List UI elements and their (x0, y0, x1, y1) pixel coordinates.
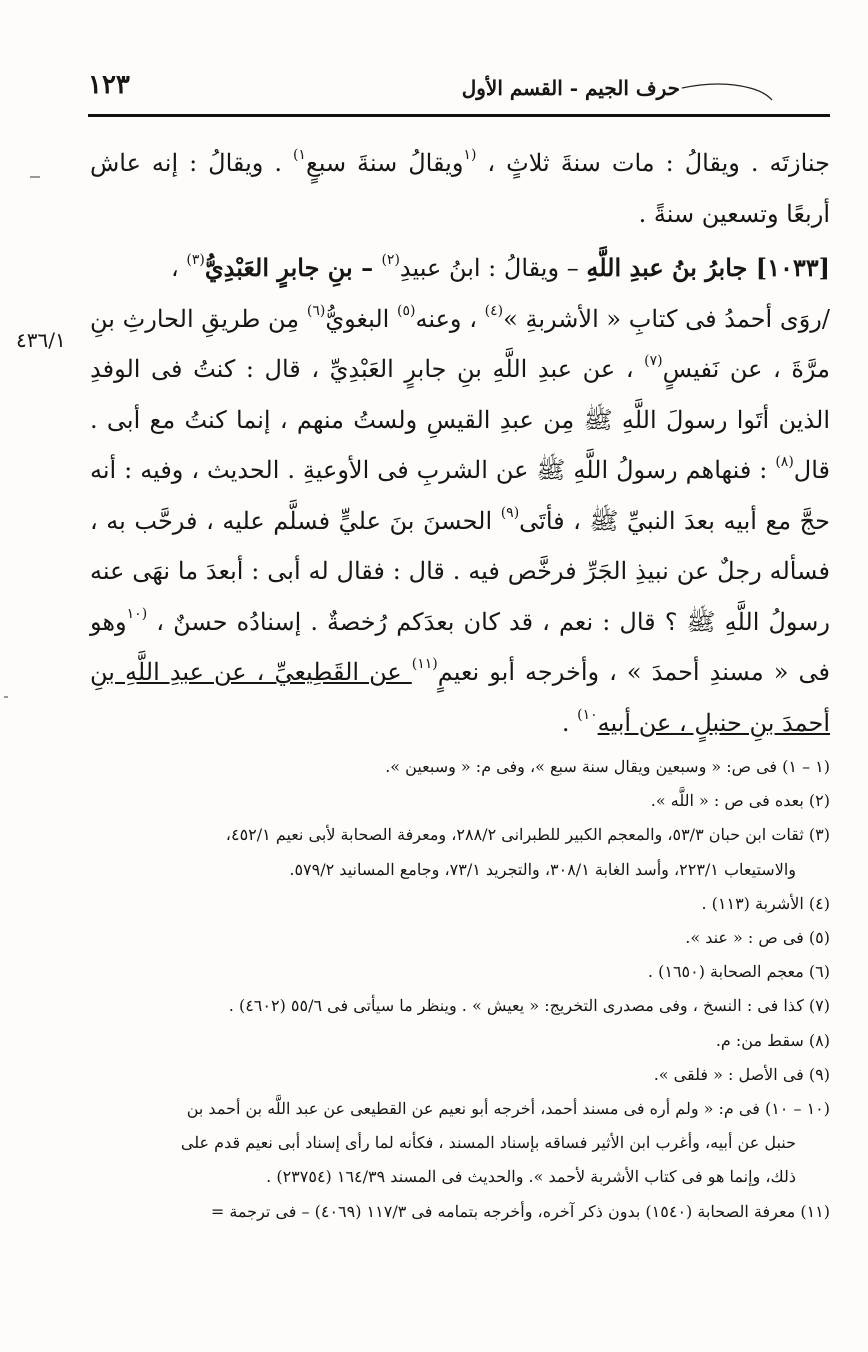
footnote: (٦) معجم الصحابة (١٦٥٠) . (647, 962, 830, 982)
footnote-marker: (٨) (775, 454, 794, 470)
footnote-marker: (٩) (500, 504, 520, 521)
scan-mark (4, 696, 8, 698)
footnote-marker: (٧) (644, 353, 663, 369)
footnotes (96, 750, 830, 1229)
footnote: (٢) بعده فى ص : « اللَّه ». (650, 791, 830, 811)
footnote-marker: ١٠) (577, 706, 598, 723)
entry-body: /روَى أحمدُ فى كتابِ « الأشربةِ »$^{(٤)}$ ، وعنه$^{(٥)}$ البغويُّ$^{(٦)}$ مِن طريقِ الحارثِ بنِ مرَّةَ ، عن نَفيسٍ$^{(٧)}$ ، عن عبدِ اللَّهِ بنِ جابرٍ العَبْدِيِّ ، قال : كنتُ فى الوفدِ الذين أتَوا رسولَ اللَّهِ ﷺ مِن عبدِ القيسِ ولستُ منهم ، إنما كنتُ مع أبى . قال$^{(٨)}$ : فنهاهم رسولُ اللَّهِ ﷺ عن الشربِ فى الأوعيةِ . الحديث ، وفيه : أنه حجَّ مع أبيه بعدَ النبيِّ ﷺ ، فأتَى$^{(٩)}$ الحسنَ بنَ عليٍّ فسلَّم عليه ، فرحَّب به ، فسأله رجلٌ عن نبيذِ الجَرِّ فرخَّص فيه . قال : فقال له أبى : أبعدَ ما نهَى عنه رسولُ اللَّهِ ﷺ ؟ قال : نعم ، قد كان بعدَكم رُخصةٌ . إسنادُه حسنٌ ، $^{(١٠}$وهو فى « مسندِ أحمدَ » ، وأخرجه أبو نعيمٍ$^{(١١)}$ عن القَطِيعيِّ ، عن عبدِ اللَّهِ بنِ أحمدَ بنِ حنبلٍ ، عن أبيه$^{١٠)}$ . (90, 302, 831, 737)
margin-volume-reference: ٤٣٦/١ (16, 328, 66, 352)
footnote: (١ – ١) فى ص: « وسبعين ويقال سنة سبع »، وفى م: « وسبعين ». (385, 757, 830, 776)
footnote-continuation: والاستيعاب ٢٢٣/١، وأسد الغابة ٣٠٨/١، والتجريد ٧٣/١، وجامع المسانيد ٥٧٩/٢. (289, 859, 796, 879)
paragraph-continuation: جنازتَه . ويقالُ : مات سنةَ ثلاثٍ ، $^{(١}$ويقالُ سنةَ سبعٍ$^{١)}$ . ويقالُ : إنه عاش أربعًا وتسعين سنةً . (90, 147, 830, 228)
footnote-marker: (٥) (397, 302, 416, 319)
footnote-continuation: حنبل عن أبيه، وأغرب ابن الأثير فساقه بإسناد المسند ، فكأنه لما رأى إسناد أبى نعيم قدم على (180, 1133, 796, 1153)
footnote-marker: (١ (463, 147, 477, 163)
header-ornament (680, 74, 790, 104)
footnote: (٨) سقط من: م. (715, 1030, 830, 1050)
footnote-marker: (٢) (381, 252, 400, 268)
header-rule (88, 114, 830, 117)
footnote-marker: (١١) (411, 656, 438, 672)
footnote: (٩) فى الأصل : « فلقى ». (653, 1064, 830, 1084)
footnote-marker: (٤) (484, 302, 504, 319)
scan-mark (30, 176, 40, 178)
main-text (90, 138, 830, 748)
footnote-marker: (٣) (186, 252, 205, 268)
page-number: ١٢٣ (88, 70, 130, 100)
footnote: (١٠ – ١٠) فى م: « ولم أره فى مسند أحمد، أخرجه أبو نعيم عن القطيعى عن عبد اللَّه بن أحمد بن (186, 1099, 830, 1119)
entry-heading: [١٠٣٣] جابرُ بنُ عبدِ اللَّهِ – ويقالُ : ابنُ عبيدِ$^{(٢)}$ – بنِ جابرٍ العَبْدِيُّ$^{(٣)}$ ، (170, 252, 830, 282)
footnote: (٥) فى ص : « عند ». (685, 928, 830, 948)
footnote: (١١) معرفة الصحابة (١٥٤٠) بدون ذكر آخره، وأخرجه بتمامه فى ١١٧/٣ (٤٠٦٩) – فى ترجمة = (210, 1201, 830, 1221)
entry-title: [١٠٣٣] جابرُ بنُ عبدِ اللَّهِ (586, 253, 830, 282)
page-header (70, 66, 830, 110)
footnote-marker: (٦) (306, 302, 326, 319)
footnote-continuation: ذلك، وإنما هو فى كتاب الأشربة لأحمد ». والحديث فى المسند ١٦٤/٣٩ (٢٣٧٥٤) . (266, 1167, 796, 1187)
footnote: (٤) الأشربة (١١٣) . (701, 893, 830, 913)
footnote: (٧) كذا فى : النسخ ، وفى مصدرى التخريج: « يعيش » . وينظر ما سيأتى فى ٥٥/٦ (٤٦٠٢) . (228, 996, 830, 1016)
footnote-marker: ١) (292, 147, 306, 163)
footnote-marker: (١٠ (126, 605, 148, 622)
running-head: حرف الجيم - القسم الأول (461, 76, 680, 100)
footnote: (٣) ثقات ابن حبان ٥٣/٣، والمعجم الكبير للطبرانى ٢٨٨/٢، ومعرفة الصحابة لأبى نعيم ٤٥٢/١، (225, 825, 830, 845)
